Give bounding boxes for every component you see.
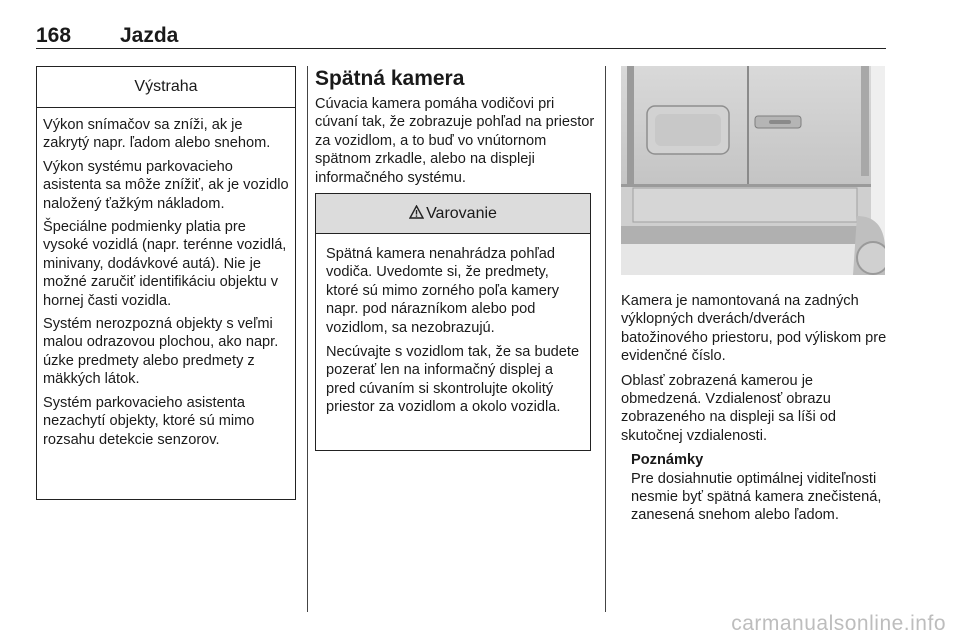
details-paragraph: Oblasť zobrazená kamerou je obmedzená. Vzdialenosť obrazu zobrazeného na displeji sa líši od skutočnej vzdialenosti. <box>621 372 836 444</box>
column-divider-1 <box>307 66 308 612</box>
caution-box-body <box>316 234 590 417</box>
van-rear-illustration <box>621 66 885 275</box>
warning-paragraph: Výkon systému parkovacieho asistenta sa môže znížiť, ak je vozidlo naložený ťažkým nákladom. <box>43 158 289 212</box>
page-header <box>36 20 886 50</box>
warning-box <box>36 66 296 500</box>
warning-triangle-icon <box>409 205 424 219</box>
caution-paragraph: Necúvajte s vozidlom tak, že sa budete pozerať len na informačný displej a pred cúvaním si skontrolujte okolitý priestor za vozidlom a okolo vozidla. <box>326 344 580 416</box>
warning-box-body <box>37 108 295 449</box>
note-text: Pre dosiahnutie optimálnej viditeľnosti nesmie byť spätná kamera znečistená, zanesená snehom alebo ľadom. <box>631 470 882 524</box>
caution-box-header <box>316 194 590 234</box>
section-intro: Cúvacia kamera pomáha vodičovi pri cúvaní tak, že zobrazuje pohľad na priestor za vozidlom, a to buď vo vnútornom spätnom zrkadle, alebo na displeji informačného systému. <box>315 96 595 186</box>
warning-paragraph: Systém nerozpozná objekty s veľmi malou odrazovou plochou, ako napr. úzke predmety alebo predmety z mäkkých látok. <box>43 316 279 388</box>
caution-box-title: Varovanie <box>426 205 497 222</box>
caution-paragraph: Spätná kamera nenahrádza pohľad vodiča. Uvedomte si, že predmety, ktoré sú mimo zorného poľa kamery napr. pod nárazníkom alebo pod vozidlom, sa nezobrazujú. <box>326 246 559 336</box>
warning-paragraph: Systém parkovacieho asistenta nezachytí objekty, ktoré sú mimo rozsahu detekcie senzorov. <box>43 394 255 448</box>
warning-paragraph: Špeciálne podmienky platia pre vysoké vozidlá (napr. terénne vozidlá, minivany, dodávkové autá). Nie je možné zaručiť identifikáciu objektu v hornej časti vozidla. <box>43 219 287 309</box>
note-title: Poznámky <box>631 452 704 469</box>
section-title: Spätná kamera <box>315 67 465 90</box>
column-divider-2 <box>605 66 606 612</box>
warning-box-title: Výstraha <box>37 67 295 108</box>
header-rule <box>36 48 886 49</box>
warning-paragraph: Výkon snímačov sa zníži, ak je zakrytý napr. ľadom alebo snehom. <box>43 117 271 152</box>
watermark: carmanualsonline.info <box>731 612 946 635</box>
note-block <box>621 451 889 525</box>
caution-box <box>315 193 591 451</box>
rear-camera-photo <box>621 66 885 275</box>
page-number: 168 <box>36 24 72 47</box>
details-paragraph: Kamera je namontovaná na zadných výklopných dverách/dverách batožinového priestoru, pod výliskom pre evidenčné číslo. <box>621 293 887 365</box>
section-rear-camera <box>315 66 595 187</box>
camera-details <box>621 292 889 525</box>
chapter-title: Jazda <box>120 24 179 47</box>
